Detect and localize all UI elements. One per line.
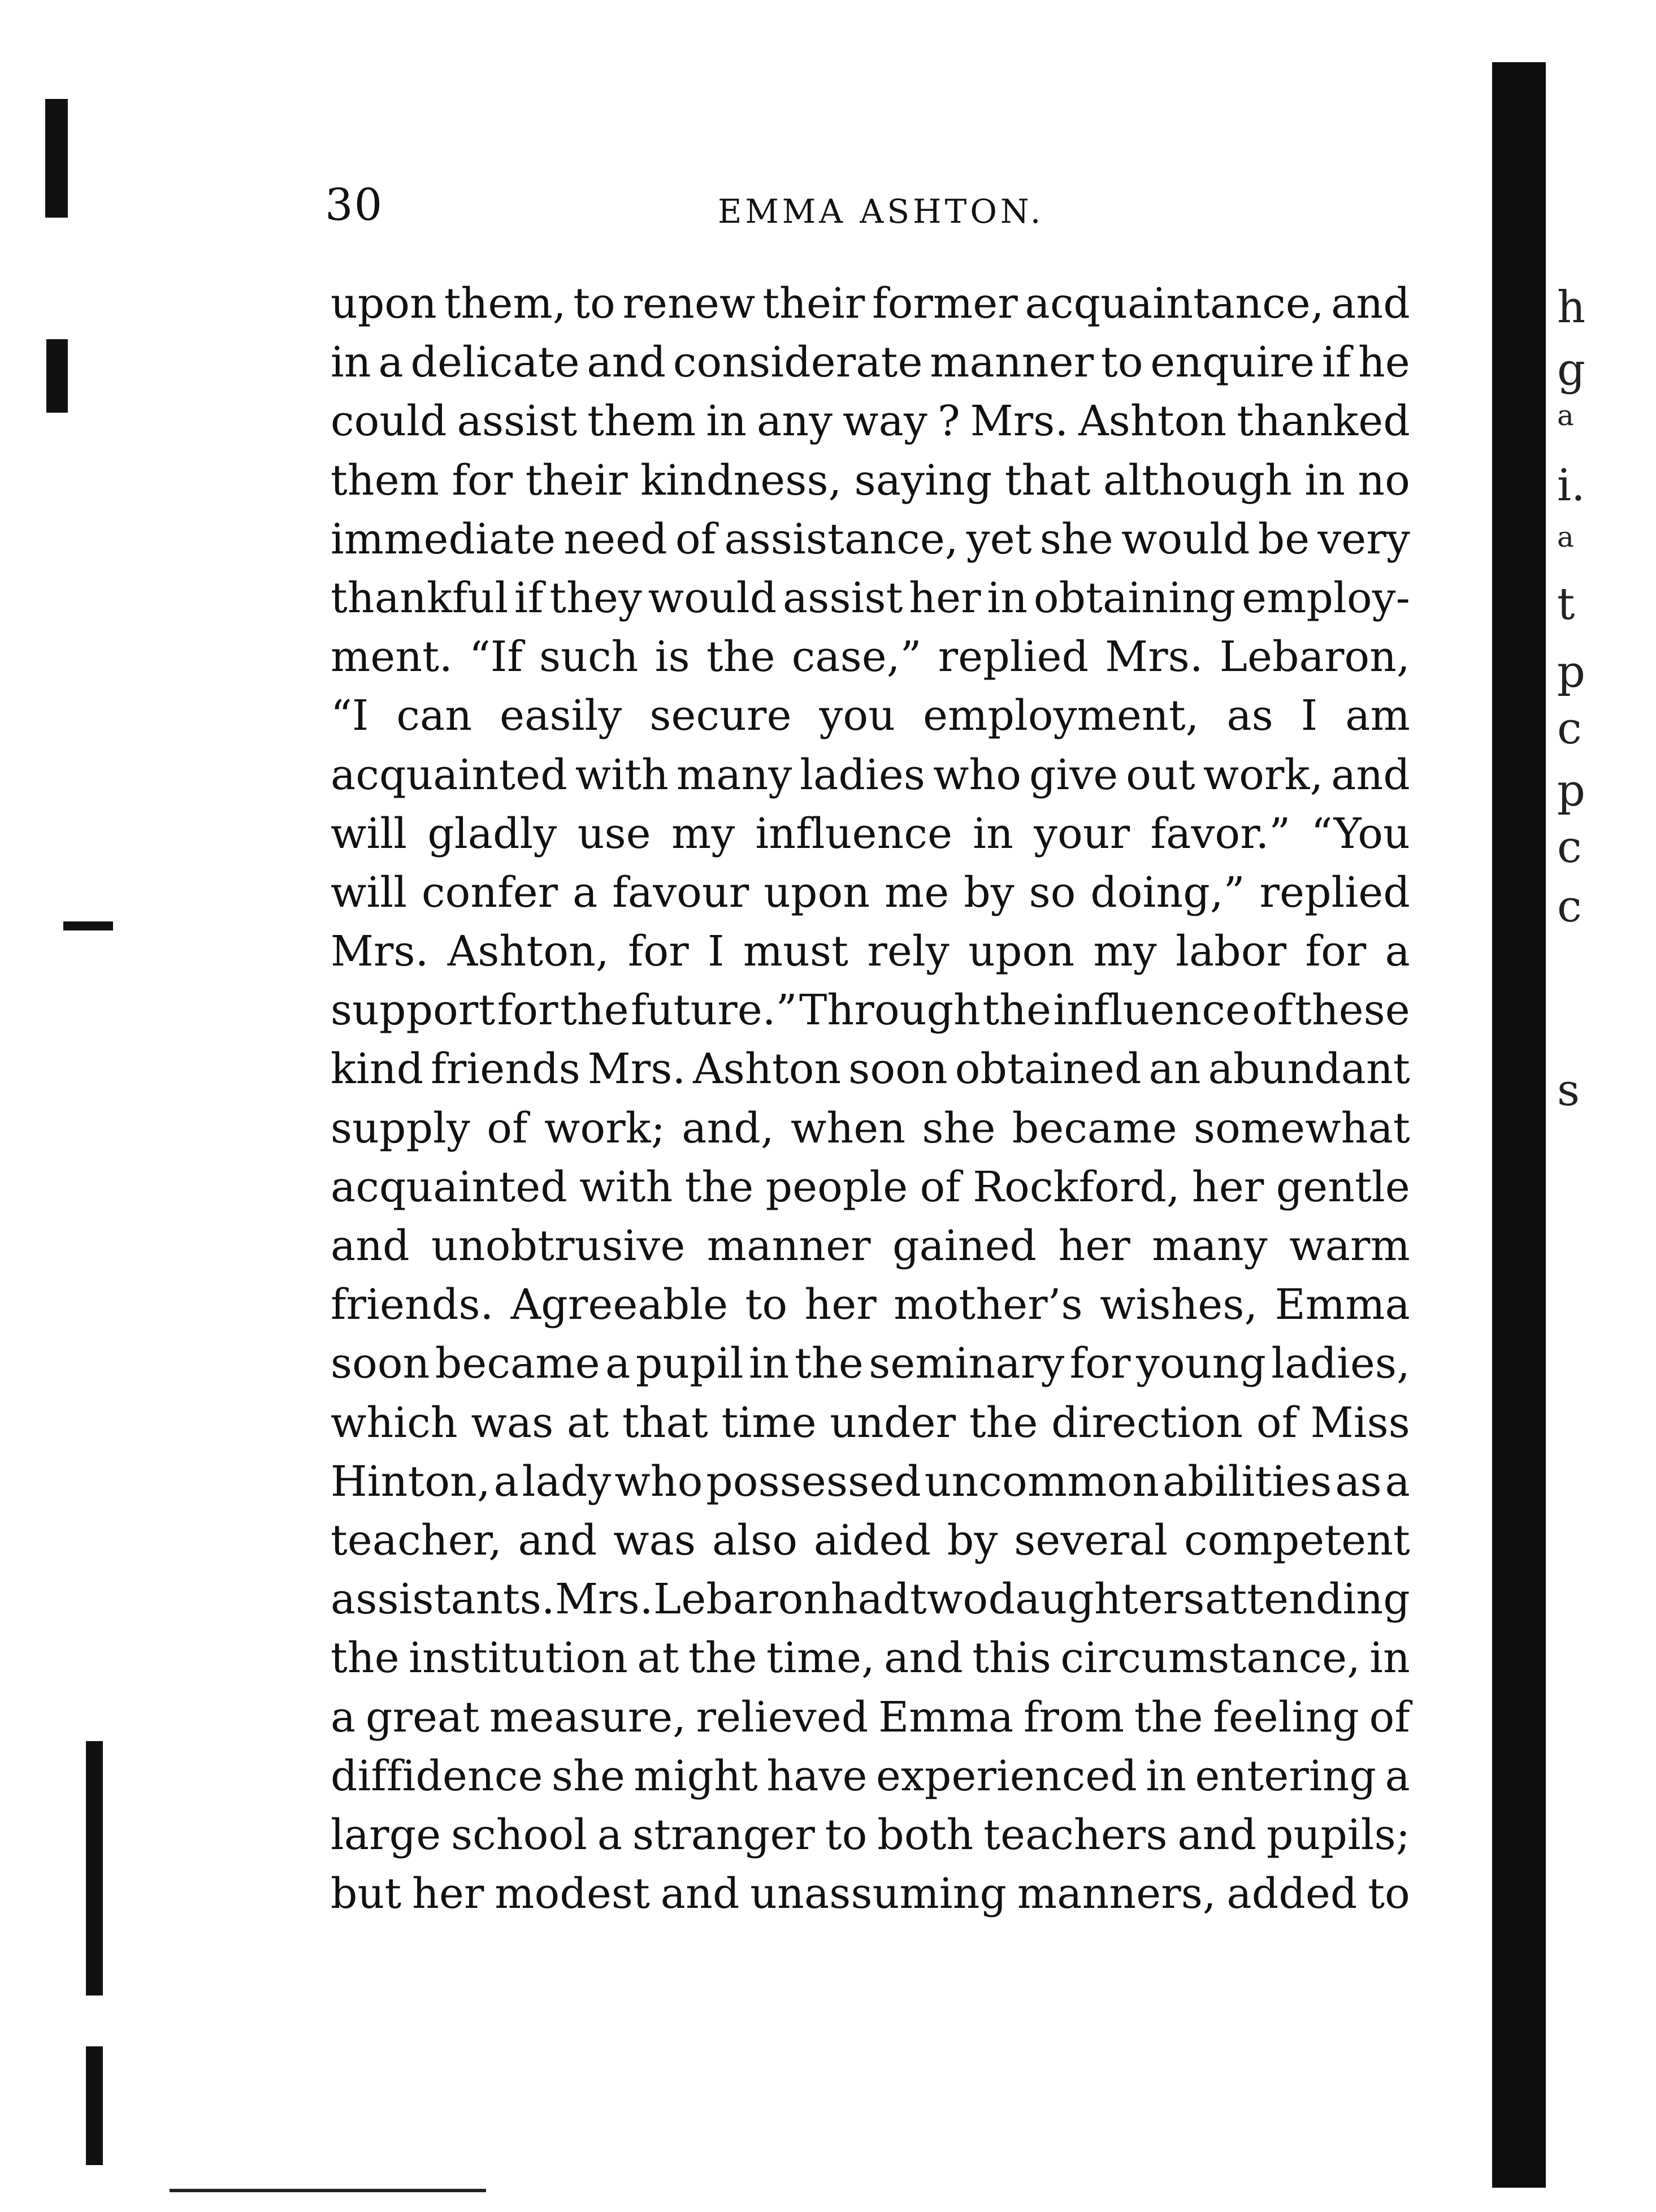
text-line: Hinton, a lady who possessed uncommon abilities as a bbox=[331, 1457, 1410, 1506]
running-header bbox=[325, 180, 1416, 242]
fragment-letter: t bbox=[1557, 579, 1575, 630]
text-line: supply of work; and, when she became somewhat bbox=[331, 1103, 1410, 1153]
text-line: support for the future.” Through the influence of these bbox=[331, 986, 1410, 1035]
text-line: could assist them in any way ? Mrs. Ashton thanked bbox=[331, 397, 1410, 446]
bottom-scan-line bbox=[170, 2189, 486, 2192]
text-line: diffidence she might have experienced in entering a bbox=[331, 1751, 1410, 1800]
left-edge-scan-mark-bottom bbox=[86, 2046, 103, 2165]
fragment-letter: c bbox=[1557, 703, 1582, 754]
fragment-letter: s bbox=[1557, 1065, 1580, 1116]
text-line: but her modest and unassuming manners, added to bbox=[331, 1869, 1410, 1919]
text-line: immediate need of assistance, yet she would be very bbox=[331, 514, 1410, 564]
text-line: in a delicate and considerate manner to enquire if he bbox=[331, 338, 1410, 387]
text-line: acquainted with the people of Rockford, her gentle bbox=[331, 1162, 1410, 1211]
fragment-letter: h bbox=[1557, 282, 1586, 333]
fragment-letter: a bbox=[1557, 521, 1574, 553]
left-edge-scan-mark-lower bbox=[86, 1741, 103, 1995]
text-line: acquainted with many ladies who give out work, and bbox=[331, 750, 1410, 799]
left-margin-dash bbox=[63, 921, 113, 930]
text-line: upon them, to renew their former acquaintance, and bbox=[331, 279, 1410, 328]
running-title: EMMA ASHTON. bbox=[718, 192, 1044, 231]
fragment-letter: g bbox=[1557, 344, 1585, 395]
text-line: which was at that time under the direction of Miss bbox=[331, 1398, 1410, 1447]
text-line: assistants. Mrs. Lebaron had two daughters attending bbox=[331, 1575, 1410, 1624]
fragment-letter: a bbox=[1557, 399, 1574, 432]
facing-page-fragments bbox=[1557, 0, 1625, 2212]
text-line: “I can easily secure you employment, as I am bbox=[331, 691, 1410, 741]
page-number: 30 bbox=[325, 180, 384, 231]
text-line: thankful if they would assist her in obtaining employ- bbox=[331, 573, 1410, 622]
text-line: the institution at the time, and this circumstance, in bbox=[331, 1634, 1410, 1683]
text-line: ment. “If such is the case,” replied Mrs. Lebaron, bbox=[331, 633, 1410, 682]
fragment-letter: p bbox=[1557, 765, 1585, 816]
left-edge-scan-mark-upper bbox=[46, 339, 68, 413]
body-text bbox=[331, 274, 1410, 1923]
fragment-letter: i. bbox=[1557, 460, 1585, 511]
text-line: friends. Agreeable to her mother’s wishes, Emma bbox=[331, 1280, 1410, 1330]
left-edge-scan-mark-top bbox=[45, 99, 68, 218]
text-line: kind friends Mrs. Ashton soon obtained an abundant bbox=[331, 1045, 1410, 1094]
text-line: Mrs. Ashton, for I must rely upon my labor for a bbox=[331, 927, 1410, 976]
text-line: soon became a pupil in the seminary for young ladies, bbox=[331, 1339, 1410, 1388]
fragment-letter: p bbox=[1557, 647, 1585, 698]
text-line: teacher, and was also aided by several competent bbox=[331, 1516, 1410, 1565]
fragment-letter: c bbox=[1557, 881, 1582, 932]
text-line: will gladly use my influence in your favor.” “You bbox=[331, 809, 1410, 858]
fragment-letter: c bbox=[1557, 822, 1582, 873]
text-line: them for their kindness, saying that although in no bbox=[331, 456, 1410, 505]
text-line: a great measure, relieved Emma from the feeling of bbox=[331, 1692, 1410, 1742]
text-line: and unobtrusive manner gained her many warm bbox=[331, 1222, 1410, 1270]
text-line: large school a stranger to both teachers and pupils; bbox=[331, 1810, 1410, 1859]
book-spine-shadow bbox=[1492, 62, 1546, 2188]
text-line: will confer a favour upon me by so doing,” replied bbox=[331, 868, 1410, 917]
